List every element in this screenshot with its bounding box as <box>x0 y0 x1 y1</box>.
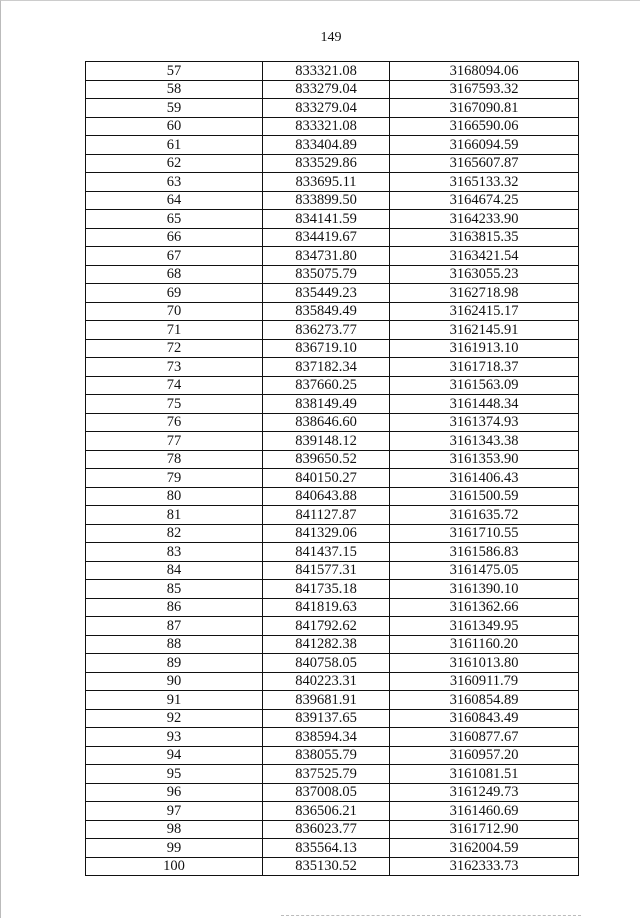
table-row <box>86 691 579 710</box>
table-row <box>86 284 579 303</box>
point-number-cell: 78 <box>86 450 263 469</box>
y-coordinate-cell: 3162718.98 <box>390 284 579 303</box>
point-number-cell: 62 <box>86 154 263 173</box>
point-number-cell: 73 <box>86 358 263 377</box>
x-coordinate-cell: 837525.79 <box>263 765 390 784</box>
point-number-cell: 72 <box>86 339 263 358</box>
table-row <box>86 302 579 321</box>
x-coordinate-cell: 841735.18 <box>263 580 390 599</box>
table-row <box>86 783 579 802</box>
x-coordinate-cell: 835130.52 <box>263 857 390 876</box>
table-row <box>86 265 579 284</box>
point-number-cell: 76 <box>86 413 263 432</box>
point-number-cell: 89 <box>86 654 263 673</box>
table-row <box>86 617 579 636</box>
coordinates-table-body <box>86 62 579 876</box>
x-coordinate-cell: 841329.06 <box>263 524 390 543</box>
x-coordinate-cell: 839148.12 <box>263 432 390 451</box>
point-number-cell: 94 <box>86 746 263 765</box>
table-row <box>86 99 579 118</box>
point-number-cell: 58 <box>86 80 263 99</box>
y-coordinate-cell: 3161586.83 <box>390 543 579 562</box>
x-coordinate-cell: 841282.38 <box>263 635 390 654</box>
y-coordinate-cell: 3163055.23 <box>390 265 579 284</box>
x-coordinate-cell: 833695.11 <box>263 173 390 192</box>
point-number-cell: 57 <box>86 62 263 81</box>
x-coordinate-cell: 836023.77 <box>263 820 390 839</box>
y-coordinate-cell: 3163421.54 <box>390 247 579 266</box>
point-number-cell: 99 <box>86 839 263 858</box>
table-row <box>86 62 579 81</box>
y-coordinate-cell: 3163815.35 <box>390 228 579 247</box>
table-row <box>86 543 579 562</box>
x-coordinate-cell: 835849.49 <box>263 302 390 321</box>
point-number-cell: 59 <box>86 99 263 118</box>
table-row <box>86 395 579 414</box>
y-coordinate-cell: 3161913.10 <box>390 339 579 358</box>
x-coordinate-cell: 841127.87 <box>263 506 390 525</box>
scan-artifact-line <box>281 915 581 917</box>
table-row <box>86 450 579 469</box>
point-number-cell: 96 <box>86 783 263 802</box>
point-number-cell: 70 <box>86 302 263 321</box>
point-number-cell: 86 <box>86 598 263 617</box>
x-coordinate-cell: 835075.79 <box>263 265 390 284</box>
y-coordinate-cell: 3161460.69 <box>390 802 579 821</box>
table-row <box>86 802 579 821</box>
y-coordinate-cell: 3161448.34 <box>390 395 579 414</box>
x-coordinate-cell: 839137.65 <box>263 709 390 728</box>
y-coordinate-cell: 3162415.17 <box>390 302 579 321</box>
y-coordinate-cell: 3161475.05 <box>390 561 579 580</box>
point-number-cell: 66 <box>86 228 263 247</box>
table-row <box>86 191 579 210</box>
point-number-cell: 87 <box>86 617 263 636</box>
x-coordinate-cell: 841577.31 <box>263 561 390 580</box>
x-coordinate-cell: 838149.49 <box>263 395 390 414</box>
table-row <box>86 820 579 839</box>
point-number-cell: 100 <box>86 857 263 876</box>
y-coordinate-cell: 3161013.80 <box>390 654 579 673</box>
table-row <box>86 210 579 229</box>
y-coordinate-cell: 3160877.67 <box>390 728 579 747</box>
point-number-cell: 98 <box>86 820 263 839</box>
x-coordinate-cell: 837660.25 <box>263 376 390 395</box>
point-number-cell: 84 <box>86 561 263 580</box>
table-row <box>86 524 579 543</box>
y-coordinate-cell: 3165133.32 <box>390 173 579 192</box>
y-coordinate-cell: 3161249.73 <box>390 783 579 802</box>
y-coordinate-cell: 3161390.10 <box>390 580 579 599</box>
x-coordinate-cell: 836506.21 <box>263 802 390 821</box>
table-row <box>86 561 579 580</box>
y-coordinate-cell: 3161081.51 <box>390 765 579 784</box>
table-row <box>86 413 579 432</box>
x-coordinate-cell: 836719.10 <box>263 339 390 358</box>
point-number-cell: 95 <box>86 765 263 784</box>
point-number-cell: 90 <box>86 672 263 691</box>
table-row <box>86 672 579 691</box>
table-row <box>86 358 579 377</box>
table-row <box>86 469 579 488</box>
table-row <box>86 136 579 155</box>
x-coordinate-cell: 837182.34 <box>263 358 390 377</box>
x-coordinate-cell: 833404.89 <box>263 136 390 155</box>
table-row <box>86 580 579 599</box>
x-coordinate-cell: 840150.27 <box>263 469 390 488</box>
point-number-cell: 83 <box>86 543 263 562</box>
x-coordinate-cell: 841437.15 <box>263 543 390 562</box>
y-coordinate-cell: 3161353.90 <box>390 450 579 469</box>
y-coordinate-cell: 3160911.79 <box>390 672 579 691</box>
table-row <box>86 506 579 525</box>
point-number-cell: 77 <box>86 432 263 451</box>
table-row <box>86 746 579 765</box>
table-row <box>86 728 579 747</box>
point-number-cell: 61 <box>86 136 263 155</box>
y-coordinate-cell: 3161712.90 <box>390 820 579 839</box>
x-coordinate-cell: 837008.05 <box>263 783 390 802</box>
y-coordinate-cell: 3160843.49 <box>390 709 579 728</box>
point-number-cell: 85 <box>86 580 263 599</box>
x-coordinate-cell: 835449.23 <box>263 284 390 303</box>
table-row <box>86 598 579 617</box>
x-coordinate-cell: 833279.04 <box>263 99 390 118</box>
table-row <box>86 117 579 136</box>
x-coordinate-cell: 834419.67 <box>263 228 390 247</box>
table-row <box>86 154 579 173</box>
point-number-cell: 69 <box>86 284 263 303</box>
y-coordinate-cell: 3161500.59 <box>390 487 579 506</box>
table-row <box>86 765 579 784</box>
y-coordinate-cell: 3164233.90 <box>390 210 579 229</box>
point-number-cell: 91 <box>86 691 263 710</box>
y-coordinate-cell: 3165607.87 <box>390 154 579 173</box>
point-number-cell: 74 <box>86 376 263 395</box>
x-coordinate-cell: 839681.91 <box>263 691 390 710</box>
y-coordinate-cell: 3167090.81 <box>390 99 579 118</box>
table-row <box>86 709 579 728</box>
table-row <box>86 173 579 192</box>
x-coordinate-cell: 838594.34 <box>263 728 390 747</box>
point-number-cell: 60 <box>86 117 263 136</box>
x-coordinate-cell: 838646.60 <box>263 413 390 432</box>
y-coordinate-cell: 3162004.59 <box>390 839 579 858</box>
point-number-cell: 80 <box>86 487 263 506</box>
table-row <box>86 80 579 99</box>
x-coordinate-cell: 840758.05 <box>263 654 390 673</box>
table-row <box>86 654 579 673</box>
x-coordinate-cell: 833321.08 <box>263 117 390 136</box>
page-number: 149 <box>320 30 342 45</box>
x-coordinate-cell: 835564.13 <box>263 839 390 858</box>
x-coordinate-cell: 836273.77 <box>263 321 390 340</box>
x-coordinate-cell: 834731.80 <box>263 247 390 266</box>
y-coordinate-cell: 3164674.25 <box>390 191 579 210</box>
point-number-cell: 75 <box>86 395 263 414</box>
x-coordinate-cell: 840223.31 <box>263 672 390 691</box>
x-coordinate-cell: 834141.59 <box>263 210 390 229</box>
x-coordinate-cell: 839650.52 <box>263 450 390 469</box>
x-coordinate-cell: 833279.04 <box>263 80 390 99</box>
y-coordinate-cell: 3161349.95 <box>390 617 579 636</box>
y-coordinate-cell: 3161635.72 <box>390 506 579 525</box>
table-row <box>86 228 579 247</box>
table-row <box>86 321 579 340</box>
y-coordinate-cell: 3161362.66 <box>390 598 579 617</box>
y-coordinate-cell: 3160854.89 <box>390 691 579 710</box>
x-coordinate-cell: 838055.79 <box>263 746 390 765</box>
y-coordinate-cell: 3161160.20 <box>390 635 579 654</box>
y-coordinate-cell: 3161374.93 <box>390 413 579 432</box>
point-number-cell: 63 <box>86 173 263 192</box>
point-number-cell: 79 <box>86 469 263 488</box>
x-coordinate-cell: 833899.50 <box>263 191 390 210</box>
point-number-cell: 67 <box>86 247 263 266</box>
table-row <box>86 635 579 654</box>
x-coordinate-cell: 841819.63 <box>263 598 390 617</box>
table-row <box>86 839 579 858</box>
y-coordinate-cell: 3162333.73 <box>390 857 579 876</box>
point-number-cell: 97 <box>86 802 263 821</box>
y-coordinate-cell: 3161406.43 <box>390 469 579 488</box>
table-row <box>86 376 579 395</box>
x-coordinate-cell: 841792.62 <box>263 617 390 636</box>
x-coordinate-cell: 833321.08 <box>263 62 390 81</box>
y-coordinate-cell: 3161563.09 <box>390 376 579 395</box>
point-number-cell: 81 <box>86 506 263 525</box>
y-coordinate-cell: 3161343.38 <box>390 432 579 451</box>
y-coordinate-cell: 3166094.59 <box>390 136 579 155</box>
table-row <box>86 247 579 266</box>
point-number-cell: 64 <box>86 191 263 210</box>
y-coordinate-cell: 3166590.06 <box>390 117 579 136</box>
point-number-cell: 88 <box>86 635 263 654</box>
y-coordinate-cell: 3167593.32 <box>390 80 579 99</box>
x-coordinate-cell: 833529.86 <box>263 154 390 173</box>
point-number-cell: 93 <box>86 728 263 747</box>
table-row <box>86 339 579 358</box>
y-coordinate-cell: 3160957.20 <box>390 746 579 765</box>
y-coordinate-cell: 3161718.37 <box>390 358 579 377</box>
coordinates-table <box>85 61 579 876</box>
point-number-cell: 65 <box>86 210 263 229</box>
x-coordinate-cell: 840643.88 <box>263 487 390 506</box>
table-row <box>86 432 579 451</box>
point-number-cell: 68 <box>86 265 263 284</box>
point-number-cell: 71 <box>86 321 263 340</box>
point-number-cell: 82 <box>86 524 263 543</box>
y-coordinate-cell: 3168094.06 <box>390 62 579 81</box>
point-number-cell: 92 <box>86 709 263 728</box>
table-row <box>86 487 579 506</box>
table-row <box>86 857 579 876</box>
y-coordinate-cell: 3161710.55 <box>390 524 579 543</box>
y-coordinate-cell: 3162145.91 <box>390 321 579 340</box>
